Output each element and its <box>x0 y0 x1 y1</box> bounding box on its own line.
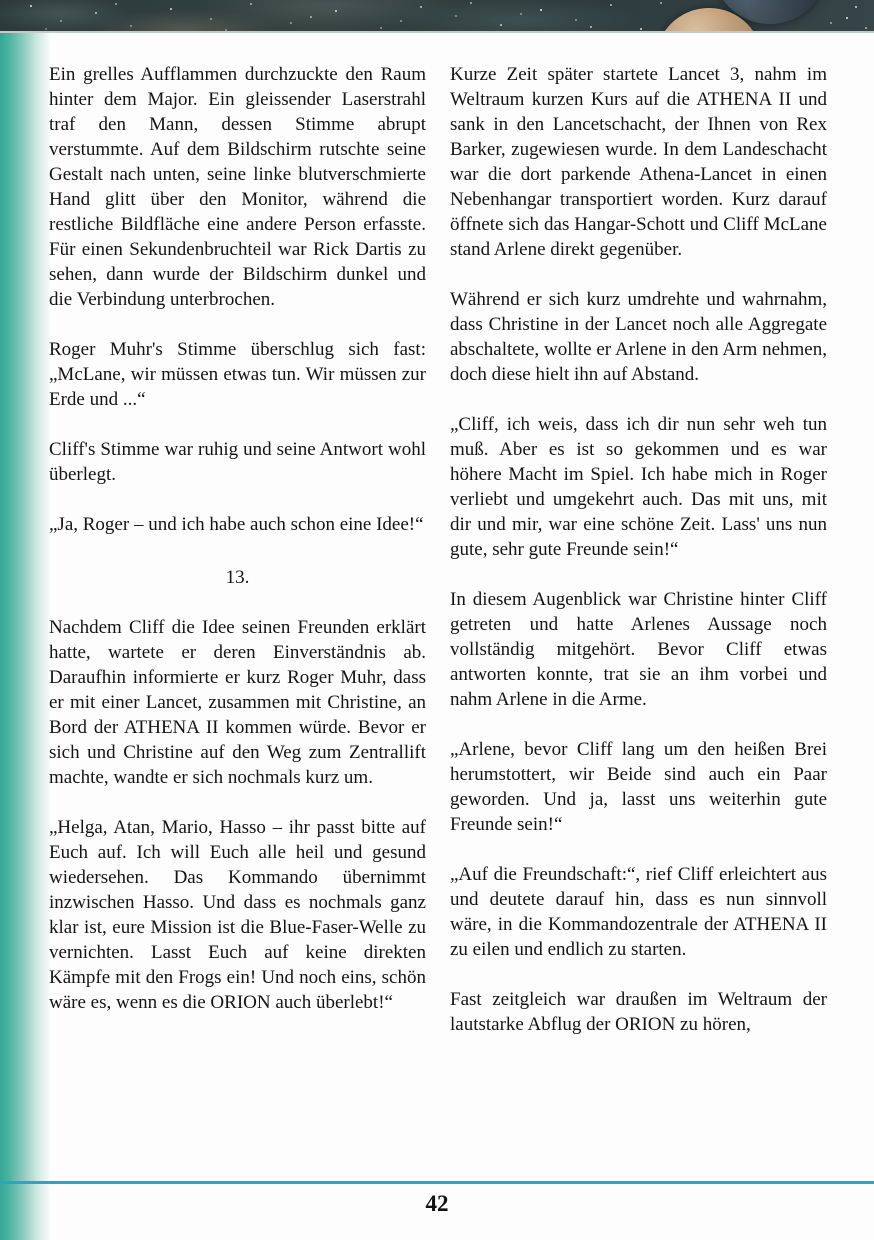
page-body <box>49 62 827 1062</box>
space-banner-image <box>0 0 874 33</box>
paragraph: „Arlene, bevor Cliff lang um den heißen Brei herumstottert, wir Beide sind auch ein Paar geworden. Und ja, lasst uns weiterhin gute Freunde sein!“ <box>450 739 827 835</box>
paragraph: „Ja, Roger – und ich habe auch schon eine Idee!“ <box>49 514 424 535</box>
paragraph: Kurze Zeit später startete Lancet 3, nahm im Weltraum kurzen Kurs auf die ATHENA II und sank in den Lancetschacht, der Ihnen von Rex Barker, zugewiesen wurde. In dem Landeschacht war die dort parkende Athena-Lancet in einen Nebenhangar transportiert worden. Kurz darauf öffnete sich das Hangar-Schott und Cliff McLane stand Arlene direkt gegenüber. <box>450 64 827 260</box>
left-edge-gradient <box>0 33 52 1240</box>
footer-rule <box>0 1181 874 1184</box>
paragraph: „Auf die Freundschaft:“, rief Cliff erleichtert aus und deutete darauf hin, dass es nun sinnvoll wäre, in die Kommandozentrale der ATHENA II zu eilen und endlich zu starten. <box>450 864 827 960</box>
right-column <box>450 62 827 1062</box>
paragraph: „Cliff, ich weis, dass ich dir nun sehr weh tun muß. Aber es ist so gekommen und es war höhere Macht im Spiel. Ich habe mich in Roger verliebt und umgekehrt auch. Das mit uns, mit dir und mir, war eine schöne Zeit. Lass' uns nun gute, sehr gute Freunde sein!“ <box>450 414 827 560</box>
paragraph: Roger Muhr's Stimme überschlug sich fast: „McLane, wir müssen etwas tun. Wir müssen zur Erde und ...“ <box>49 339 426 410</box>
section-heading: 13. <box>225 567 250 588</box>
paragraph: Nachdem Cliff die Idee seinen Freunden erklärt hatte, wartete er deren Einverständnis ab. Daraufhin informierte er kurz Roger Muhr, dass er mit einer Lancet, zusammen mit Christine, an Bord der ATHENA II kommen würde. Bevor er sich und Christine auf den Weg zum Zentrallift machte, wandte er sich nochmals kurz um. <box>49 617 426 788</box>
page-number: 42 <box>425 1191 449 1216</box>
left-column <box>49 62 426 1062</box>
paragraph: Fast zeitgleich war draußen im Weltraum der lautstarke Abflug der ORION zu hören, <box>450 989 827 1035</box>
paragraph: Während er sich kurz umdrehte und wahrnahm, dass Christine in der Lancet noch alle Aggregate abschaltete, wollte er Arlene in den Arm nehmen, doch diese hielt ihn auf Abstand. <box>450 289 827 385</box>
paragraph: Ein grelles Aufflammen durchzuckte den Raum hinter dem Major. Ein gleissender Laserstrahl traf den Mann, dessen Stimme abrupt verstummte. Auf dem Bildschirm rutschte seine Gestalt nach unten, seine linke blutverschmierte Hand glitt über den Monitor, während die restliche Bildfläche eine andere Person erfasste. Für einen Sekundenbruchteil war Rick Dartis zu sehen, dann wurde der Bildschirm dunkel und die Verbindung unterbrochen. <box>49 64 426 310</box>
starfield-icon <box>0 0 2 2</box>
paragraph: Cliff's Stimme war ruhig und seine Antwort wohl überlegt. <box>49 439 426 485</box>
paragraph: „Helga, Atan, Mario, Hasso – ihr passt bitte auf Euch auf. Ich will Euch alle heil und gesund wiedersehen. Das Kommando übernimmt inzwischen Hasso. Und dass es nochmals ganz klar ist, eure Mission ist die Blue-Faser-Welle zu vernichten. Lasst Euch auf keine direkten Kämpfe mit den Frogs ein! Und noch eins, schön wäre es, wenn es die ORION auch überlebt!“ <box>49 817 426 1013</box>
paragraph: In diesem Augenblick war Christine hinter Cliff getreten und hatte Arlenes Aussage noch vollständig mitgehört. Bevor Cliff etwas antworten konnte, trat sie an ihm vorbei und nahm Arlene in die Arme. <box>450 589 827 710</box>
